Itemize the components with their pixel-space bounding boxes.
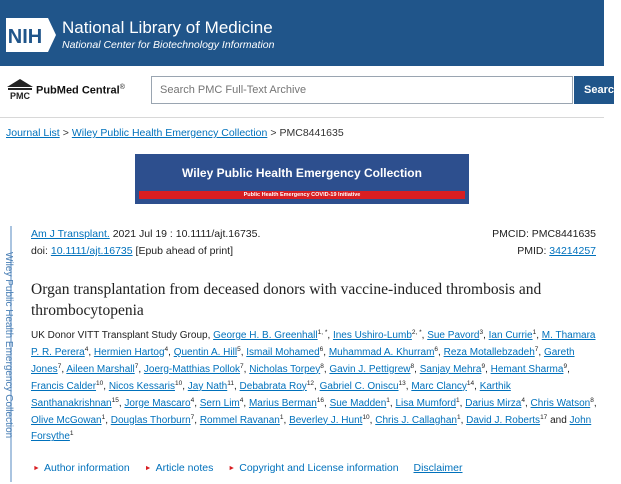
article-notes-link[interactable]: ► Article notes [144, 462, 214, 474]
author-separator: , [414, 363, 420, 375]
affiliation-superscript[interactable]: 1, * [317, 329, 328, 336]
citation-date: 2021 Jul 19 : 10.1111/ajt.16735. [109, 228, 261, 240]
author-link[interactable]: Quentin A. Hill [173, 346, 238, 358]
affiliation-superscript[interactable]: 8 [590, 396, 594, 404]
author-link[interactable]: Sue Madden [329, 397, 387, 409]
author-link[interactable]: Debabrata Roy [239, 380, 307, 392]
affiliation-superscript[interactable]: 4 [521, 396, 525, 404]
affiliation-superscript[interactable]: 6 [319, 345, 324, 353]
breadcrumb-journal-list[interactable]: Journal List [6, 127, 60, 139]
author-separator: , [240, 346, 247, 358]
affiliation-superscript[interactable]: 4 [190, 396, 195, 404]
author-separator: , [138, 363, 144, 375]
affiliation-superscript[interactable]: 4 [84, 345, 89, 353]
author-link[interactable]: M. Thamara P. R. Perera [31, 330, 596, 358]
affiliation-superscript[interactable]: 1 [456, 413, 461, 421]
affiliation-superscript[interactable]: 2, * [411, 329, 422, 336]
author-link[interactable]: Hermien Hartog [93, 346, 165, 358]
affiliation-superscript[interactable]: 15 [111, 396, 119, 404]
search-input[interactable] [151, 76, 573, 104]
author-link[interactable]: Ismail Mohamed [246, 346, 320, 358]
author-link[interactable]: John Forsythe [31, 414, 592, 443]
article-info-links [33, 462, 475, 474]
author-link[interactable]: Aileen Marshall [66, 363, 135, 375]
banner-strip: Public Health Emergency COVID-19 Initiative [139, 191, 465, 199]
author-information-link[interactable]: ► Author information [33, 462, 130, 474]
author-link[interactable]: Nicos Kessaris [108, 380, 175, 392]
author-link[interactable]: Olive McGowan [31, 414, 102, 426]
author-separator: , [118, 397, 125, 409]
author-link[interactable]: David J. Roberts [466, 414, 541, 426]
author-separator: , [405, 380, 412, 392]
nlm-title[interactable]: National Library of Medicine [62, 18, 273, 37]
pmid-label: PMID: [517, 245, 550, 257]
banner-title: Wiley Public Health Emergency Collection [182, 166, 422, 180]
affiliation-superscript[interactable]: 8 [320, 362, 324, 370]
journal-link[interactable]: Am J Transplant. [31, 228, 110, 240]
author-link[interactable]: Ian Currie [488, 330, 533, 341]
author-link[interactable]: Sue Pavord [427, 330, 480, 341]
side-collection-label: Wiley Public Health Emergency Collection [3, 252, 14, 439]
affiliation-superscript[interactable]: 1 [101, 413, 106, 421]
pmid-line [517, 245, 596, 257]
affiliation-superscript[interactable]: 7 [134, 362, 139, 370]
author-separator: , [421, 330, 428, 341]
author-link[interactable]: Karthik Santhanakrishnan [31, 380, 511, 409]
author-link[interactable]: Jorge Mascaro [124, 397, 191, 409]
author-separator: , [61, 363, 67, 375]
svg-text:PMC: PMC [10, 91, 30, 101]
nih-logo-icon[interactable] [6, 18, 56, 52]
author-link[interactable]: Darius Mirza [465, 397, 522, 409]
author-link[interactable]: Lisa Mumford [395, 397, 457, 409]
author-separator: , [524, 397, 531, 409]
author-separator: , [389, 397, 396, 409]
author-link[interactable]: Hemant Sharma [490, 363, 564, 375]
nlm-header [0, 0, 604, 66]
study-group: UK Donor VITT Transplant Study Group, [31, 330, 214, 341]
author-separator: , [243, 397, 249, 409]
author-link[interactable]: Nicholas Torpey [249, 363, 321, 375]
affiliation-superscript[interactable]: 7 [534, 345, 539, 353]
author-link[interactable]: Marius Berman [248, 397, 317, 409]
author-separator: , [474, 380, 480, 392]
author-link[interactable]: Reza Motallebzadeh [443, 346, 535, 358]
collection-banner[interactable] [135, 154, 469, 204]
affiliation-superscript[interactable]: 10 [96, 379, 104, 387]
author-separator: , [460, 414, 467, 426]
epub-note: [Epub ahead of print] [132, 245, 234, 257]
author-separator: , [105, 414, 111, 426]
affiliation-superscript[interactable]: 16 [316, 396, 324, 404]
breadcrumb [6, 127, 344, 139]
author-separator: , [536, 330, 542, 341]
affiliation-superscript[interactable]: 1 [279, 413, 284, 421]
author-link[interactable]: Sanjay Mehra [419, 363, 482, 375]
affiliation-superscript[interactable]: 10 [362, 413, 370, 421]
author-link[interactable]: Marc Clancy [411, 380, 467, 392]
author-separator: , [88, 346, 94, 358]
author-separator: , [327, 330, 333, 341]
author-separator: , [538, 346, 544, 358]
trademark: ® [119, 84, 125, 91]
author-separator: , [369, 414, 376, 426]
author-separator: , [593, 397, 597, 409]
author-separator: , [323, 346, 329, 358]
author-separator: , [194, 414, 200, 426]
pubmed-central-brand[interactable] [36, 84, 125, 97]
divider [0, 117, 604, 118]
author-separator: , [283, 414, 290, 426]
author-separator: , [438, 346, 444, 358]
breadcrumb-current: PMC8441635 [279, 127, 344, 139]
author-separator: , [233, 380, 240, 392]
svg-text:NIH: NIH [7, 26, 43, 48]
affiliation-superscript[interactable]: 4 [164, 345, 169, 353]
author-link[interactable]: George H. B. Greenhall [213, 330, 318, 341]
affiliation-superscript[interactable]: 1 [456, 396, 460, 404]
affiliation-superscript[interactable]: 3 [479, 329, 484, 336]
affiliation-superscript[interactable]: 13 [398, 379, 406, 387]
brand-name[interactable]: PubMed Central [36, 84, 120, 97]
pmc-logo-icon[interactable] [6, 78, 34, 100]
doi-label: doi: [31, 245, 51, 257]
author-separator: , [485, 363, 491, 375]
affiliation-superscript[interactable]: 9 [563, 362, 568, 370]
author-link[interactable]: Chris Watson [530, 397, 591, 409]
breadcrumb-separator: > [270, 127, 277, 139]
search-button[interactable]: Search [574, 76, 614, 104]
author-link[interactable]: Chris J. Callaghan [375, 414, 457, 426]
author-separator: , [182, 380, 188, 392]
author-separator: , [567, 363, 570, 375]
author-link[interactable]: Gabriel C. Oniscu [319, 380, 399, 392]
author-separator: , [324, 397, 330, 409]
author-separator: , [459, 397, 466, 409]
author-link[interactable]: Douglas Thorburn [110, 414, 191, 426]
author-link[interactable]: Beverley J. Hunt [289, 414, 363, 426]
breadcrumb-separator: > [62, 127, 69, 139]
affiliation-superscript[interactable]: 7 [190, 413, 195, 421]
copyright-license-link[interactable]: ► Copyright and License information [228, 462, 399, 474]
expand-triangle-icon: ► [228, 465, 236, 472]
affiliation-superscript[interactable]: 11 [227, 379, 234, 387]
pmid-link[interactable]: 34214257 [549, 245, 596, 257]
author-link[interactable]: Sern Lim [199, 397, 240, 409]
author-link[interactable]: Jay Nath [187, 380, 228, 392]
author-link[interactable]: Ines Ushiro-Lumb [332, 330, 412, 341]
expand-triangle-icon: ► [144, 465, 152, 472]
author-link[interactable]: Rommel Ravanan [199, 414, 280, 426]
affiliation-superscript[interactable]: 10 [174, 379, 183, 387]
affiliation-superscript[interactable]: 12 [306, 379, 315, 387]
affiliation-superscript[interactable]: 9 [481, 362, 486, 370]
affiliation-superscript[interactable]: 7 [57, 362, 62, 370]
disclaimer-link[interactable]: Disclaimer [413, 462, 463, 474]
author-link[interactable]: Muhammad A. Khurram [328, 346, 435, 358]
affiliation-superscript[interactable]: 1 [532, 329, 537, 336]
citation-line [31, 228, 260, 240]
affiliation-superscript[interactable]: 7 [240, 362, 244, 370]
expand-triangle-icon: ► [33, 465, 40, 472]
author-separator: , [314, 380, 320, 392]
author-separator: , [103, 380, 109, 392]
author-link[interactable]: Gavin J. Pettigrew [329, 363, 411, 375]
pmcid: PMCID: PMC8441635 [492, 228, 596, 240]
affiliation-superscript[interactable]: 5 [237, 345, 241, 353]
breadcrumb-collection[interactable]: Wiley Public Health Emergency Collection [71, 127, 268, 139]
author-separator: , [194, 397, 200, 409]
affiliation-superscript[interactable]: 6 [434, 345, 439, 353]
doi-link[interactable]: 10.1111/ajt.16735 [50, 245, 133, 257]
author-list [31, 328, 599, 446]
affiliation-superscript[interactable]: 1 [69, 430, 74, 438]
article-title: Organ transplantation from deceased donors with vaccine-induced thrombosis and thrombocytopenia [31, 281, 542, 319]
doi-line [31, 245, 233, 257]
affiliation-superscript[interactable]: 8 [410, 362, 415, 370]
and-text: and [547, 414, 570, 426]
affiliation-superscript[interactable]: 1 [386, 396, 390, 404]
affiliation-superscript[interactable]: 14 [466, 379, 475, 387]
author-link[interactable]: Joerg-Matthias Pollok [143, 363, 241, 375]
affiliation-superscript[interactable]: 4 [239, 396, 244, 404]
author-separator: , [483, 330, 489, 341]
affiliation-superscript[interactable]: 17 [540, 413, 548, 421]
author-link[interactable]: Francis Calder [31, 380, 97, 392]
author-separator: , [168, 346, 174, 358]
author-separator: , [243, 363, 250, 375]
author-separator: , [323, 363, 330, 375]
author-link[interactable]: Gareth Jones [31, 346, 575, 375]
nlm-subtitle[interactable]: National Center for Biotechnology Information [62, 39, 275, 51]
